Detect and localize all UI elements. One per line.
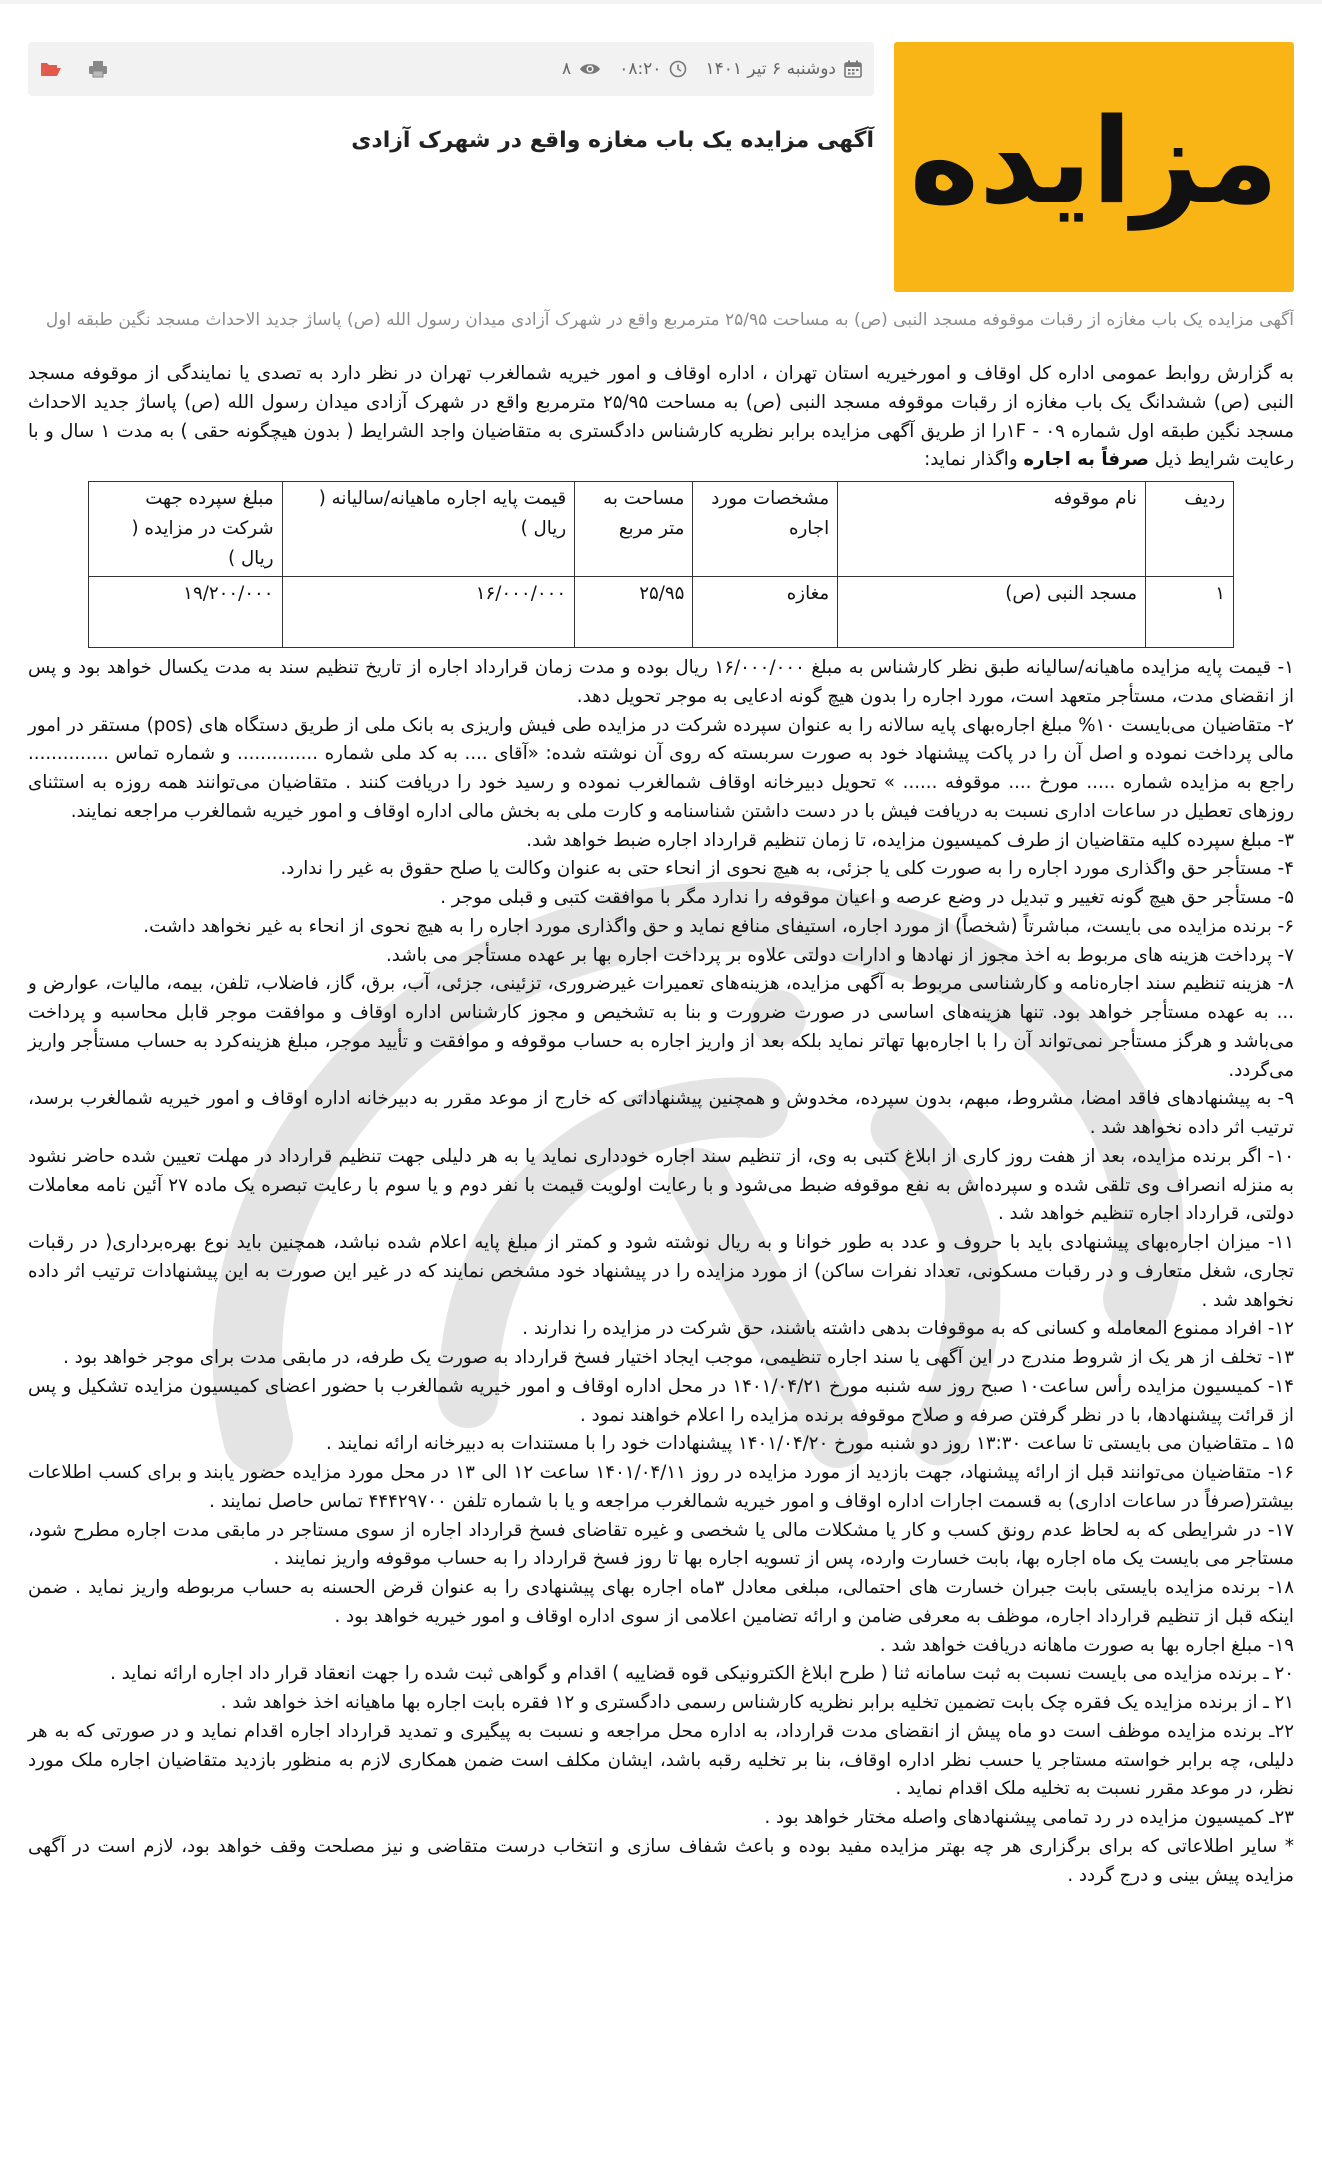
clause-8: ۸- هزینه تنظیم سند اجاره‌نامه و کارشناسی مربوط به آگهی مزایده، هزینه‌های تعمیرات غیرضروری، تزئینی، جزئی، آب، برق، گاز، فاضلاب، تلفن، بیمه، مالیات، عوارض و ... به عهده مستأجر خواهد بود. تنها هزینه‌های اساسی در صورت ضرورت و بنا به تشخیص و مجوز کارشناس اداره اوقاف و موافقت موجر قابل محاسبه و پرداخت می‌باشد و هرگز مستأجر نمی‌تواند آن را با اجاره‌بها تهاتر نماید بلکه بعد از واریز اجاره به حساب موقوفه و موافقت و تأیید موجر، مبلغ هزینه‌کرد به حساب مستأجر واریز می‌گردد. (28, 973, 1294, 1081)
clause-1: ۱- قیمت پایه مزایده ماهیانه/سالیانه طبق نظر کارشناس به مبلغ ۱۶/۰۰۰/۰۰۰ ریال بوده و مدت زمان قرارداد اجاره از تاریخ تنظیم سند به مدت یکسال خواهد بود و پس از انقضای مدت، مستأجر متعهد است، مورد اجاره را بدون هیچ گونه ادعایی به موجر تحویل دهد. (28, 657, 1295, 707)
clause-6: ۶- برنده مزایده می بایست، مباشرتاً (شخصاً) از مورد اجاره، استیفای منافع نماید و حق واگذاری مورد اجاره را به هیچ نحوی از انحاء به غیر نخواهد داشت. (143, 915, 1294, 937)
clause-21: ۲۱ ـ از برنده مزایده یک فقره چک بابت تضمین تخلیه برابر نظریه کارشناس رسمی دادگستری و ۱۲ فقره بابت اجاره بها ماهیانه اخذ خواهد شد . (220, 1692, 1294, 1714)
article-meta-bar (28, 42, 874, 96)
clause-11: ۱۱- میزان اجاره‌بهای پیشنهادی باید با حروف و عدد به طور خوانا و به ریال نوشته شود و کمتر از مبلغ پایه اعلام شده نباشد، همچنین باید نوع بهره‌برداری( در رقبات تجاری، شغل متعارف و در رقبات مسکونی، تعداد نفرات ساکن) از مورد مزایده را در پیشنهاد خود مشخص نمایند که در غیر این صورت به این پیشنهادات ترتیب اثر داده نخواهد شد . (28, 1232, 1294, 1311)
cell-endowment-name: مسجد النبی (ص) (838, 577, 1146, 648)
clause-23: ۲۳ـ کمیسیون مزایده در رد تمامی پیشنهادهای واصله مختار خواهد بود . (764, 1807, 1294, 1829)
clause-4: ۴- مستأجر حق واگذاری مورد اجاره را به صورت کلی یا جزئی، به هیچ نحوی از انحاء حتی به عنوان وکالت یا صلح حقوق به غیر را ندارد. (280, 858, 1294, 880)
lease-table (88, 481, 1234, 648)
table-header-row (89, 482, 1234, 577)
cell-area: ۲۵/۹۵ (575, 577, 693, 648)
cell-deposit: ۱۹/۲۰۰/۰۰۰ (89, 577, 283, 648)
intro-paragraph (28, 360, 1294, 475)
banner-logo-text: مزایده (909, 92, 1279, 230)
cell-lease-description: مغازه (693, 577, 838, 648)
clause-18: ۱۸- برنده مزایده بایستی بابت جبران خسارت های احتمالی، مبلغی معادل ۳ماه اجاره بهای پیشنهادی را به عنوان قرض الحسنه به حساب مربوطه واریز نماید . ضمن اینکه قبل از تنظیم قرارداد اجاره، موظف به معرفی ضامن و ارائه تضامین اعلامی از سوی اداره اوقاف و امور خیریه خواهد بود . (28, 1577, 1294, 1627)
top-strip (0, 0, 1322, 30)
clause-20: ۲۰ ـ برنده مزایده می بایست نسبت به ثبت سامانه ثنا ( طرح ابلاغ الکترونیکی قوه قضاییه ) اقدام و گواهی ثبت شده را جهت انعقاد قرار داد اجاره ارائه نماید . (110, 1663, 1294, 1685)
clock-icon (669, 60, 687, 78)
article-body (28, 360, 1294, 1890)
intro-bold-text: صرفاً به اجاره (1023, 449, 1149, 471)
clause-14: ۱۴- کمیسیون مزایده رأس ساعت۱۰ صبح روز سه شنبه مورخ ۱۴۰۱/۰۴/۲۱ در محل اداره اوقاف و امور خیریه شمالغرب با حضور اعضای کمیسیون مزایده تشکیل و پس از قرائت پیشنهادها، با در نظر گرفتن صرفه و صلاح موقوفه برنده مزایده را اعلام خواهند نمود . (28, 1375, 1295, 1426)
header-base-price: قیمت پایه اجاره ماهیانه/سالیانه ( ریال ) (282, 482, 575, 577)
header-deposit: مبلغ سپرده جهت شرکت در مزایده ( ریال ) (89, 482, 283, 577)
folder-open-icon[interactable] (40, 60, 62, 78)
article-actions (40, 60, 108, 78)
table-row (89, 577, 1234, 648)
publish-time: ۰۸:۲۰ (619, 59, 662, 79)
clause-22: ۲۲ـ برنده مزایده موظف است دو ماه پیش از انقضای مدت قرارداد، به اداره محل مراجعه و نسبت به پیگیری و تمدید قرارداد اجاره اقدام نماید و در صورتی که به هر دلیلی، چه برابر خواسته مستاجر یا حسب نظر اداره اوقاف، بنا بر تخلیه رقبه باشد، ایشان مکلف است ضمن همکاری لازم به منظور بازدید متقاضیان اجاره ملک مورد نظر، در موعد مقرر نسبت به تخلیه ملک اقدام نماید . (28, 1720, 1294, 1800)
clause-2: ۲- متقاضیان می‌بایست ۱۰% مبلغ اجاره‌بهای پایه سالانه را به عنوان سپرده شرکت در مزایده طی فیش واریزی به بانک ملی از طریق دستگاه های (pos) مستقر در امور مالی پرداخت نموده و اصل آن را در پاکت پیشنهاد خود به صورت سربسته که روی آن نوشته شده: «آقای .... به کد ملی شماره .............. و شماره تماس .............. راجع به مزایده شماره ..... مورخ .... موقوفه ...... » تحویل دبیرخانه اوقاف شمالغرب نموده و رسید خود را دریافت کنند . متقاضیان می‌توانند همه روزه به استثنای روزهای تعطیل در ساعات اداری نسبت به دریافت فیش با در دست داشتن شناسنامه و کارت ملی به بخش مالی اداره اوقاف و امور خیریه شمالغرب مراجعه نمایند. (28, 714, 1294, 822)
clause-3: ۳- مبلغ سپرده کلیه متقاضیان از طرف کمیسیون مزایده، تا زمان تنظیم قرارداد اجاره ضبط خواهد شد. (526, 829, 1294, 851)
cell-row-number: ۱ (1145, 577, 1233, 648)
clause-16: ۱۶- متقاضیان می‌توانند قبل از ارائه پیشنهاد، جهت بازدید از مورد مزایده در روز ۱۴۰۱/۰۴/۱۱ ساعت ۱۲ الی ۱۳ در محل مورد مزایده حضور یابند و برای کسب اطلاعات بیشتر(صرفاً در ساعات اداری) به قسمت اجارات اداره اوقاف و امور خیریه شمالغرب مراجعه و یا با شماره تلفن ۴۴۴۲۹۷۰۰ تماس حاصل نمایند . (28, 1462, 1294, 1512)
clause-12: ۱۲- افراد ممنوع المعامله و کسانی که به موقوفات بدهی داشته باشند، حق شرکت در مزایده را ندارند . (522, 1318, 1294, 1340)
news-article (28, 38, 1294, 2173)
views-group (562, 59, 601, 79)
header-area: مساحت به متر مربع (575, 482, 693, 577)
cell-base-price: ۱۶/۰۰۰/۰۰۰ (282, 577, 575, 648)
time-group (619, 59, 687, 79)
header-endowment-name: نام موقوفه (838, 482, 1146, 577)
eye-icon (579, 62, 601, 76)
clause-17: ۱۷- در شرایطی که به لحاظ عدم رونق کسب و کار یا مشکلات مالی یا شخصی و غیره تقاضای فسخ قرارداد اجاره از سوی مستاجر در مابقی مدت اجاره مطرح شود، مستاجر می بایست یک ماه اجاره بها، بابت خسارت وارده، پس از تسویه اجاره بها تا روز فسخ قرارداد را به حساب موقوفه واریز نمایند . (28, 1519, 1294, 1570)
header-row-number: ردیف (1145, 482, 1233, 577)
clause-15: ۱۵ ـ متقاضیان می بایستی تا ساعت ۱۳:۳۰ روز دو شنبه مورخ ۱۴۰۱/۰۴/۲۰ پیشنهادات خود را با مستندات به دبیرخانه ارائه نمایند . (326, 1433, 1294, 1455)
closing-note: * سایر اطلاعاتی که برای برگزاری هر چه بهتر مزایده مفید بوده و باعث شفاف سازی و انتخاب درست متقاضی و نیز مصلحت وقف خواهد بود، لازم است در آگهی مزایده پیش بینی و درج گردد . (28, 1835, 1294, 1886)
clause-7: ۷- پرداخت هزینه های مربوط به اخذ مجوز از نهادها و ادارات دولتی علاوه بر پرداخت اجاره بها بر عهده مستأجر می باشد. (386, 944, 1294, 966)
article-title: آگهی مزایده یک باب مغازه واقع در شهرک آزادی (351, 128, 874, 153)
clause-10: ۱۰- اگر برنده مزایده، بعد از هفت روز کاری از ابلاغ کتبی به وی، از تنظیم سند اجاره خودداری نماید یا به هر دلیلی جهت تنظیم قرارداد در مهلت تعیین شده حاضر نشود به منزله انصراف وی تلقی شده و سپرده‌اش به نفع موقوفه ضبط می‌شود و با رعایت اولویت قیمت با نفر دوم و یا سوم با رعایت تبصره یک ماده ۲۷ آئین نامه معاملات دولتی، قرارداد اجاره تنظیم خواهد شد . (28, 1145, 1294, 1225)
intro-text: به گزارش روابط عمومی اداره کل اوقاف و امورخیریه استان تهران ، اداره اوقاف و امور خیریه شمالغرب تهران در نظر دارد به تصدی یا نمایندگی از موقوفه مسجد النبی (ص) ششدانگ یک باب مغازه از رقبات موقوفه مسجد النبی (ص) به مساحت ۲۵/۹۵ مترمربع واقع در شهرک آزادی میدان رسول الله (ص) پاساژ جدید الاحداث مسجد نگین طبقه اول شماره ۰۹ - ۱Fرا از طریق آگهی مزایده برابر نظریه کارشناس دادگستری به متقاضیان واجد الشرایط ( بدون هیچگونه حقی ) به مدت ۱ سال و با رعایت شرایط ذیل (28, 363, 1294, 471)
date-group (705, 59, 862, 79)
top-divider (0, 0, 1322, 4)
intro-end-text: واگذار نماید: (924, 449, 1018, 471)
clause-13: ۱۳- تخلف از هر یک از شروط مندرج در این آگهی یا سند اجاره تنظیمی، موجب ایجاد اختیار فسخ قرارداد به صورت یک طرفه، در مابقی مدت برای موجر خواهد بود . (63, 1347, 1294, 1369)
article-banner-image (894, 42, 1294, 292)
clause-5: ۵- مستأجر حق هیچ گونه تغییر و تبدیل در وضع عرصه و اعیان موقوفه را ندارد مگر با موافقت کتبی و قبلی موجر . (440, 887, 1294, 909)
article-summary: آگهی مزایده یک باب مغازه از رقبات موقوفه مسجد النبی (ص) به مساحت ۲۵/۹۵ مترمربع واقع در شهرک آزادی میدان رسول الله (ص) پاساژ جدید الاحداث مسجد نگین طبقه اول (45, 310, 1294, 330)
publish-date: دوشنبه ۶ تیر ۱۴۰۱ (705, 59, 836, 79)
print-icon[interactable] (88, 60, 108, 78)
calendar-icon (844, 60, 862, 78)
clause-9: ۹- به پیشنهادهای فاقد امضا، مشروط، مبهم، بدون سپرده، مخدوش و همچنین پیشنهاداتی که خارج از موعد مقرر به دبیرخانه اداره اوقاف و امور خیریه شمالغرب برسد، ترتیب اثر داده نخواهد شد . (28, 1088, 1294, 1139)
clause-19: ۱۹- مبلغ اجاره بها به صورت ماهانه دریافت خواهد شد . (879, 1634, 1294, 1656)
header-lease-description: مشخصات مورد اجاره (693, 482, 838, 577)
view-count: ۸ (562, 59, 572, 79)
